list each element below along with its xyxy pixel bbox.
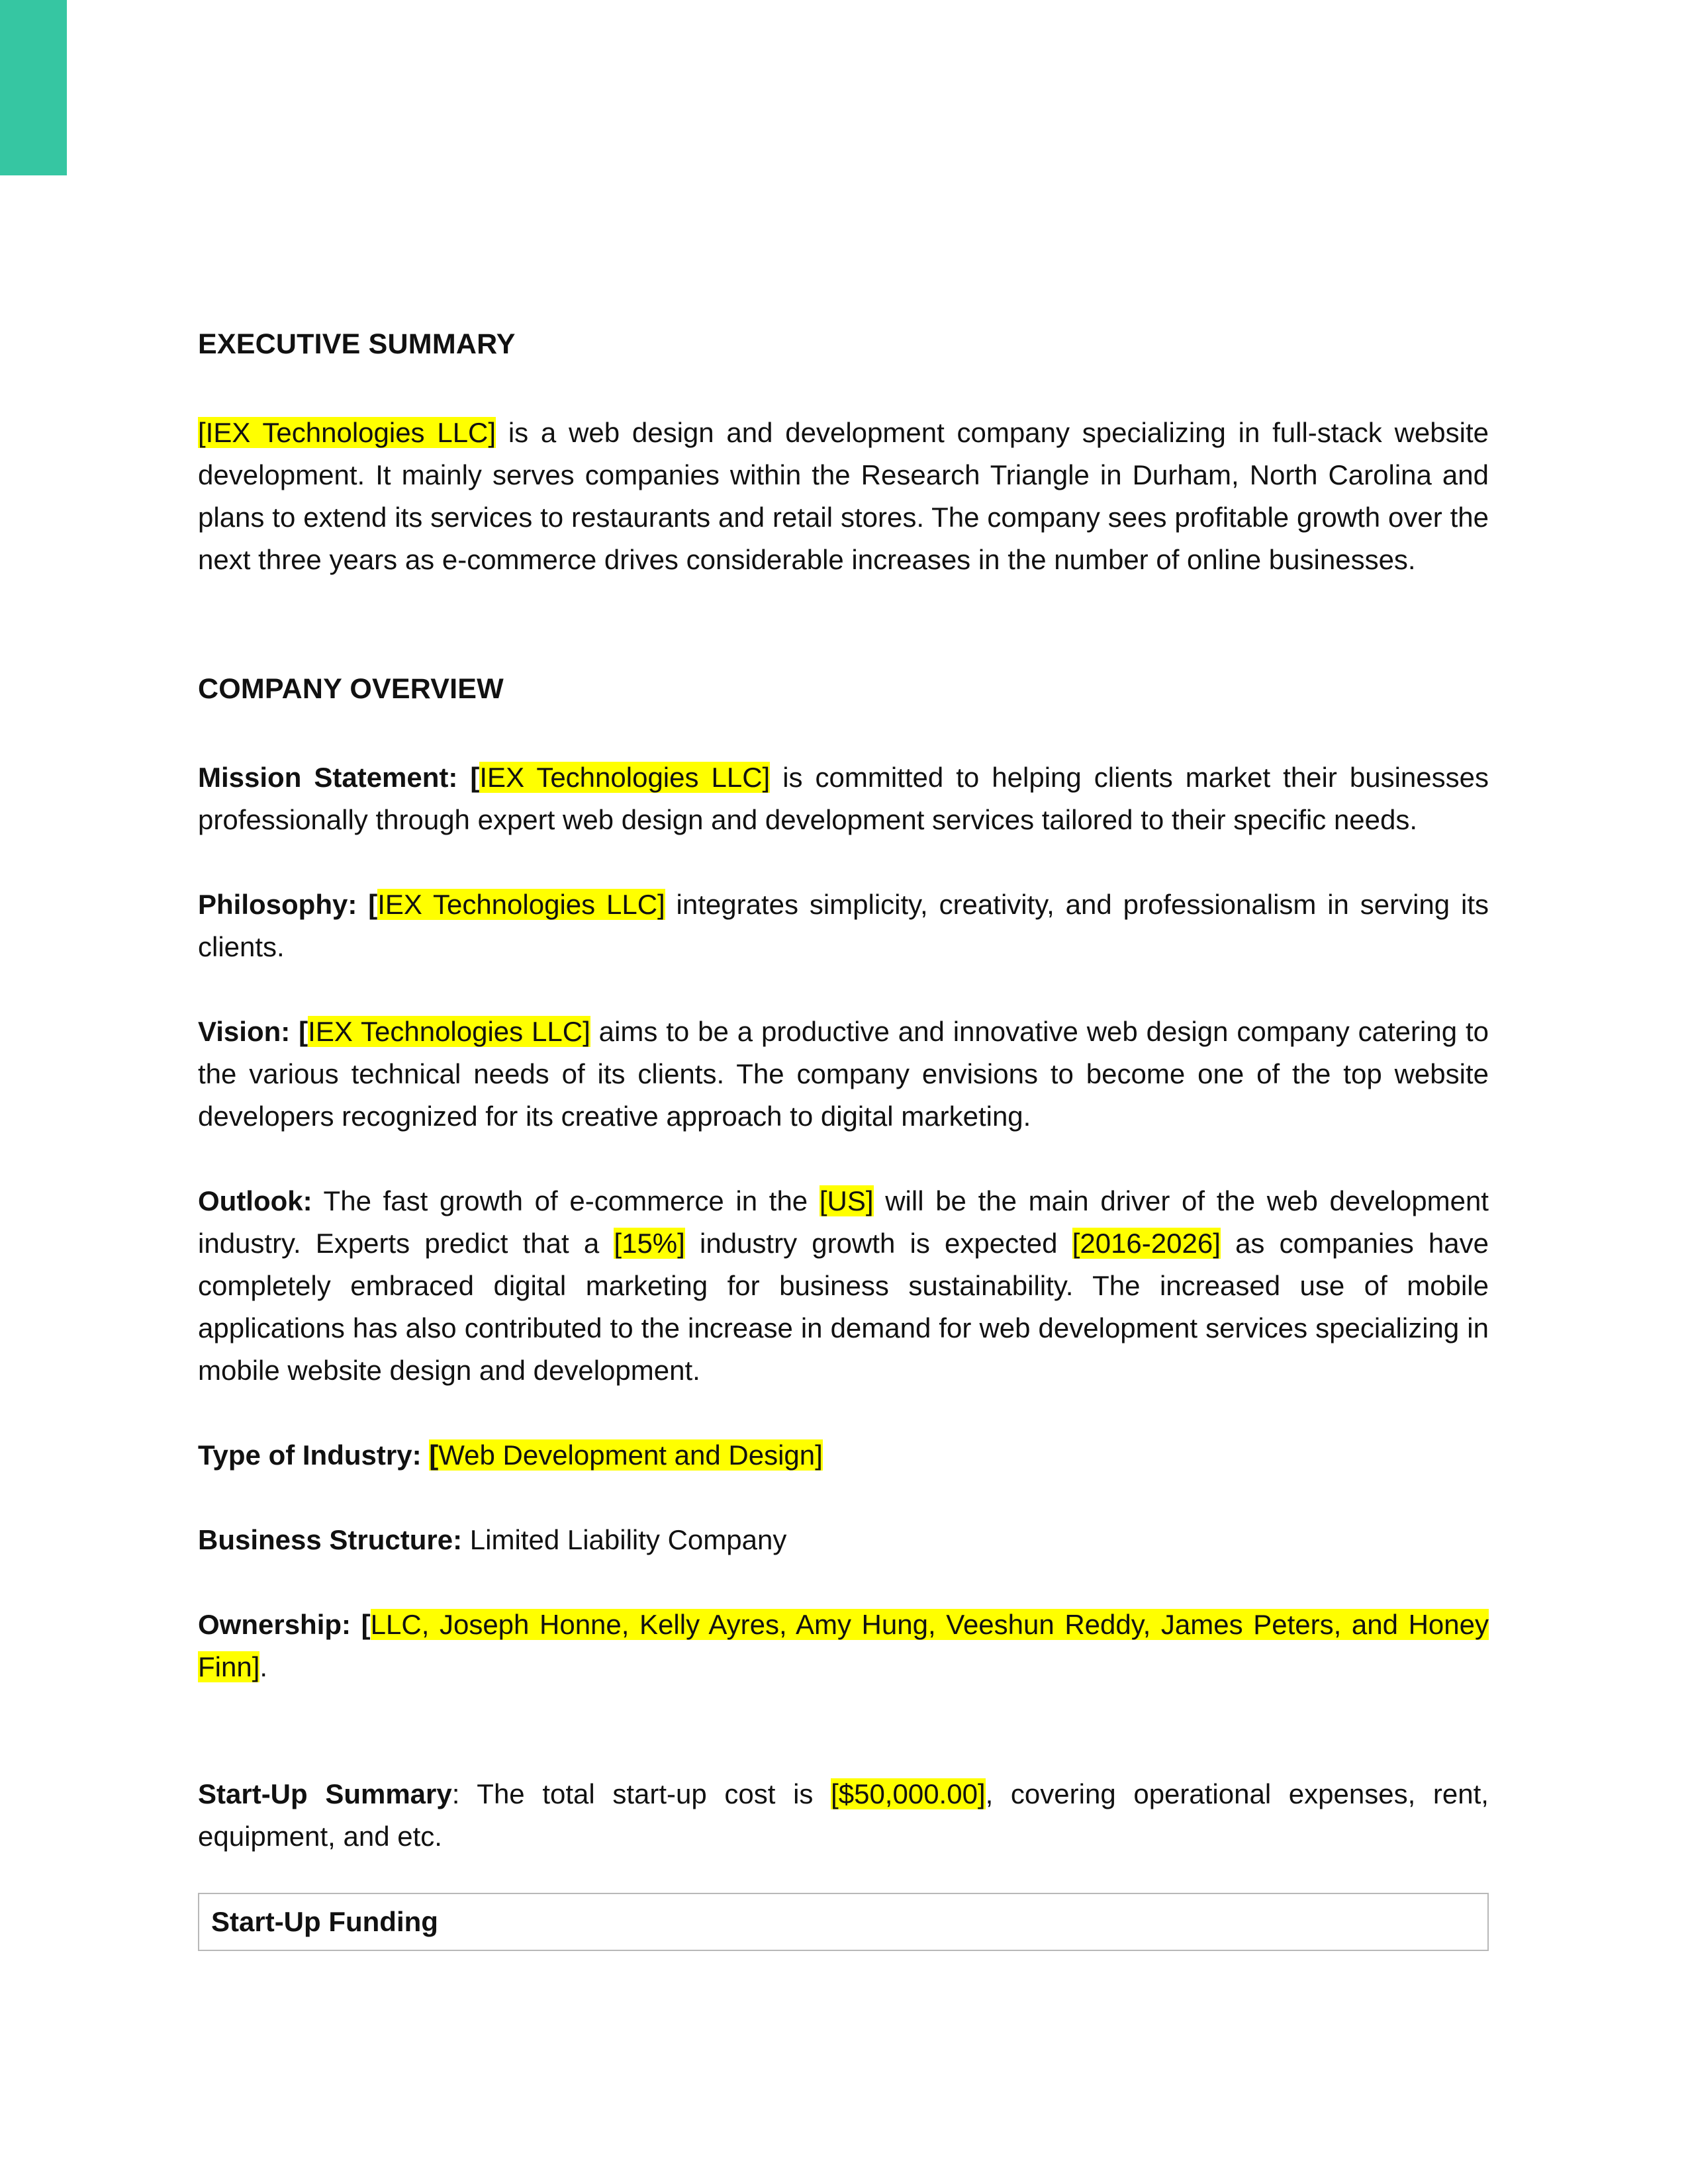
structure-label: Business Structure:	[198, 1524, 463, 1555]
outlook-growth-highlight: [15%]	[614, 1228, 685, 1259]
outlook-text-1: The fast growth of e-commerce in the	[312, 1185, 820, 1216]
company-overview-heading: COMPANY OVERVIEW	[198, 673, 504, 705]
startup-funding-table	[198, 1893, 1489, 1951]
philosophy-label: Philosophy:	[198, 889, 369, 920]
startup-text-1: : The total start-up cost is	[451, 1778, 831, 1809]
philosophy	[198, 884, 1489, 968]
type-of-industry	[198, 1434, 1489, 1477]
executive-summary-heading: EXECUTIVE SUMMARY	[198, 328, 516, 360]
document-body	[198, 324, 1489, 1951]
mission-bracket: [	[470, 762, 480, 793]
ownership	[198, 1604, 1489, 1688]
outlook-period-highlight: [2016-2026]	[1072, 1228, 1221, 1259]
outlook-text-4: as companies have completely embraced digital marketing for business sustainability. The increased use of mobile applications has also contributed to the increase in demand for web development services specializing in mobile website design and development.	[198, 1228, 1489, 1386]
vision-label: Vision:	[198, 1016, 299, 1047]
ownership-bracket: [	[361, 1609, 371, 1640]
philosophy-bracket: [	[368, 889, 378, 920]
vision	[198, 1011, 1489, 1138]
ownership-label: Ownership:	[198, 1609, 361, 1640]
mission-statement	[198, 756, 1489, 841]
outlook	[198, 1180, 1489, 1392]
executive-summary-paragraph	[198, 412, 1489, 581]
startup-cost-highlight: [$50,000.00]	[831, 1778, 986, 1809]
mission-company-highlight: IEX Technologies LLC]	[479, 762, 771, 793]
industry-bracket: [	[429, 1439, 439, 1471]
philosophy-text: integrates simplicity, creativity, and professionalism in serving its clients.	[198, 889, 1489, 962]
industry-label: Type of Industry:	[198, 1439, 430, 1471]
accent-tab	[0, 0, 67, 175]
outlook-text-3: industry growth is expected	[684, 1228, 1072, 1259]
philosophy-company-highlight: IEX Technologies LLC]	[377, 889, 665, 920]
startup-summary	[198, 1773, 1489, 1858]
mission-label: Mission Statement:	[198, 762, 471, 793]
executive-summary-text: is a web design and development company specializing in full-stack website development. It mainly serves companies within the Research Triangle in Durham, North Carolina and plans to extend its services to restaurants and retail stores. The company sees profitable growth over the next three years as e-commerce drives considerable increases in the number of online businesses.	[198, 417, 1489, 575]
startup-funding-header: Start-Up Funding	[211, 1906, 438, 1937]
outlook-text-2: will be the main driver of the web development industry. Experts predict that a	[198, 1185, 1489, 1259]
ownership-end: .	[259, 1651, 268, 1682]
outlook-region-highlight: [US]	[819, 1185, 874, 1216]
startup-label: Start-Up Summary	[198, 1778, 452, 1809]
startup-text-2: , covering operational expenses, rent, equipment, and etc.	[198, 1778, 1489, 1852]
vision-company-highlight: IEX Technologies LLC]	[308, 1016, 590, 1047]
ownership-highlight: LLC, Joseph Honne, Kelly Ayres, Amy Hung, Veeshun Reddy, James Peters, and Honey Finn]	[198, 1609, 1489, 1682]
mission-text: is committed to helping clients market their businesses professionally through expert web design and development services tailored to their specific needs.	[198, 762, 1489, 835]
structure-text: Limited Liability Company	[462, 1524, 787, 1555]
business-structure	[198, 1519, 1489, 1561]
vision-text: aims to be a productive and innovative web design company catering to the various technical needs of its clients. The company envisions to become one of the top website developers recognized for its creative approach to digital marketing.	[198, 1016, 1489, 1132]
vision-bracket: [	[299, 1016, 308, 1047]
outlook-label: Outlook:	[198, 1185, 312, 1216]
industry-highlight: Web Development and Design]	[438, 1439, 823, 1471]
company-name-highlight: [IEX Technologies LLC]	[198, 417, 496, 448]
